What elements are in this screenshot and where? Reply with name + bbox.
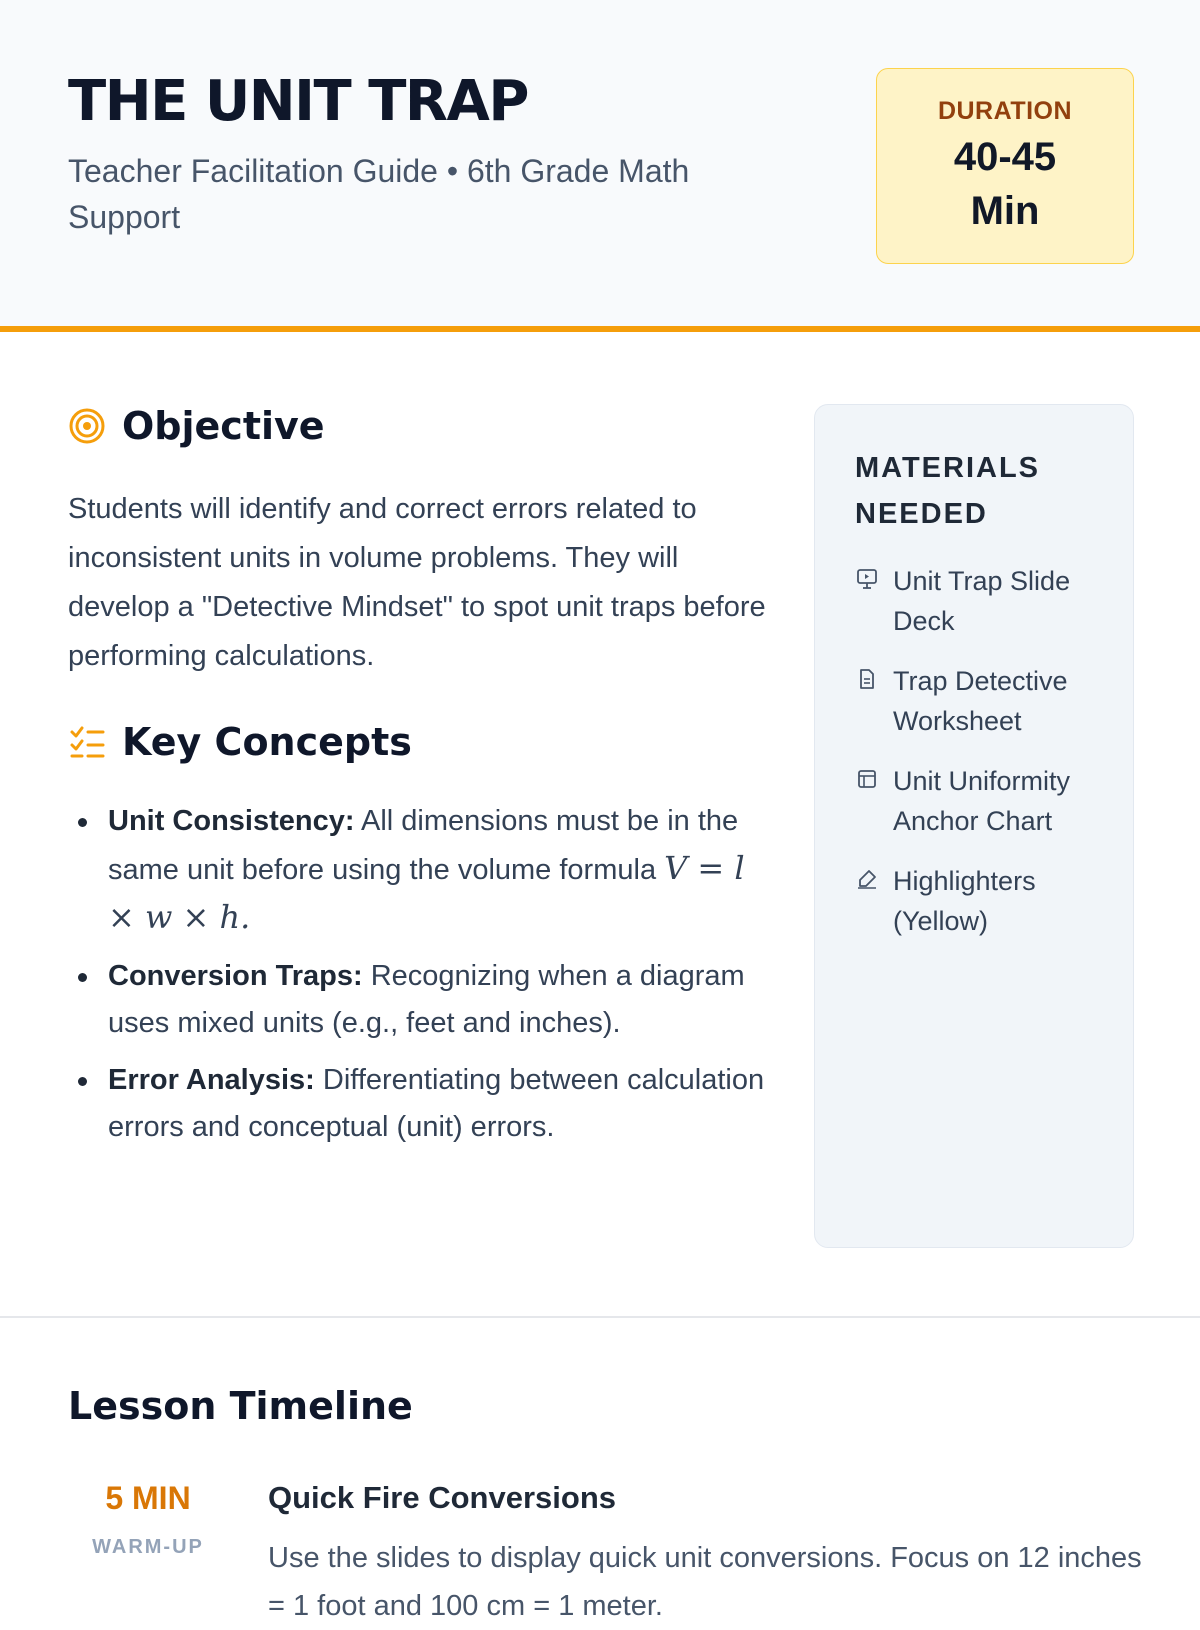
objective-heading-label: Objective (122, 404, 325, 448)
concept-term: Conversion Traps: (108, 960, 363, 992)
target-icon (68, 407, 106, 445)
lesson-timeline-heading: Lesson Timeline (68, 1384, 413, 1428)
volume-formula: V = l × w × h. (108, 849, 745, 936)
concept-term: Unit Consistency: (108, 805, 355, 837)
checklist-icon (68, 723, 106, 761)
timeline-item-warm-up (0, 1480, 1200, 1622)
materials-title-line2: NEEDED (855, 498, 988, 530)
material-item-worksheet (855, 661, 1093, 741)
header (0, 0, 1200, 332)
key-concepts-list (68, 798, 768, 1161)
step-duration: 5 MIN (105, 1480, 191, 1516)
duration-value-range: 40-45 (953, 135, 1057, 179)
page-title: THE UNIT TRAP (68, 69, 528, 134)
step-description: Use the slides to display quick unit conversions. Focus on 12 inches = 1 foot and 100 cm = 1 meter. (268, 1542, 1142, 1622)
duration-label: DURATION (937, 97, 1073, 125)
material-label: Trap Detective Worksheet (893, 666, 1068, 736)
key-concepts-heading-label: Key Concepts (122, 720, 412, 764)
concept-item-error-analysis (68, 1057, 768, 1151)
step-title: Quick Fire Conversions (268, 1480, 616, 1515)
key-concepts-heading (68, 720, 412, 764)
materials-panel (814, 404, 1134, 1248)
section-divider (0, 1316, 1200, 1318)
document-icon (855, 667, 879, 691)
concept-term: Error Analysis: (108, 1064, 315, 1096)
duration-value-unit: Min (970, 189, 1040, 233)
highlighter-icon (855, 867, 879, 891)
material-item-slide-deck (855, 561, 1093, 641)
page-subtitle: Teacher Facilitation Guide • 6th Grade Math Support (68, 153, 690, 235)
material-item-highlighters (855, 861, 1093, 941)
concept-item-conversion-traps (68, 953, 768, 1047)
chart-board-icon (855, 767, 879, 791)
step-phase: WARM-UP (92, 1536, 204, 1558)
materials-list (855, 561, 1093, 941)
concept-text: Recognizing when a diagram uses mixed units (e.g., feet and inches). (108, 960, 745, 1039)
concept-text: All dimensions must be in the same unit before using the volume formula (108, 805, 739, 886)
concept-text: Differentiating between calculation errors and conceptual (unit) errors. (108, 1064, 765, 1143)
duration-badge (876, 68, 1134, 264)
concept-item-unit-consistency (68, 798, 768, 943)
material-item-anchor-chart (855, 761, 1093, 841)
materials-title (855, 445, 1093, 537)
presentation-icon (855, 567, 879, 591)
materials-title-line1: MATERIALS (855, 452, 1041, 484)
material-label: Highlighters (Yellow) (893, 866, 1036, 936)
material-label: Unit Trap Slide Deck (893, 566, 1071, 636)
objective-text: Students will identify and correct errors related to inconsistent units in volume problems. They will develop a "Detective Mindset" to spot unit traps before performing calculations. (68, 493, 766, 672)
duration-value (877, 130, 1133, 238)
material-label: Unit Uniformity Anchor Chart (893, 766, 1071, 836)
objective-heading (68, 404, 325, 448)
